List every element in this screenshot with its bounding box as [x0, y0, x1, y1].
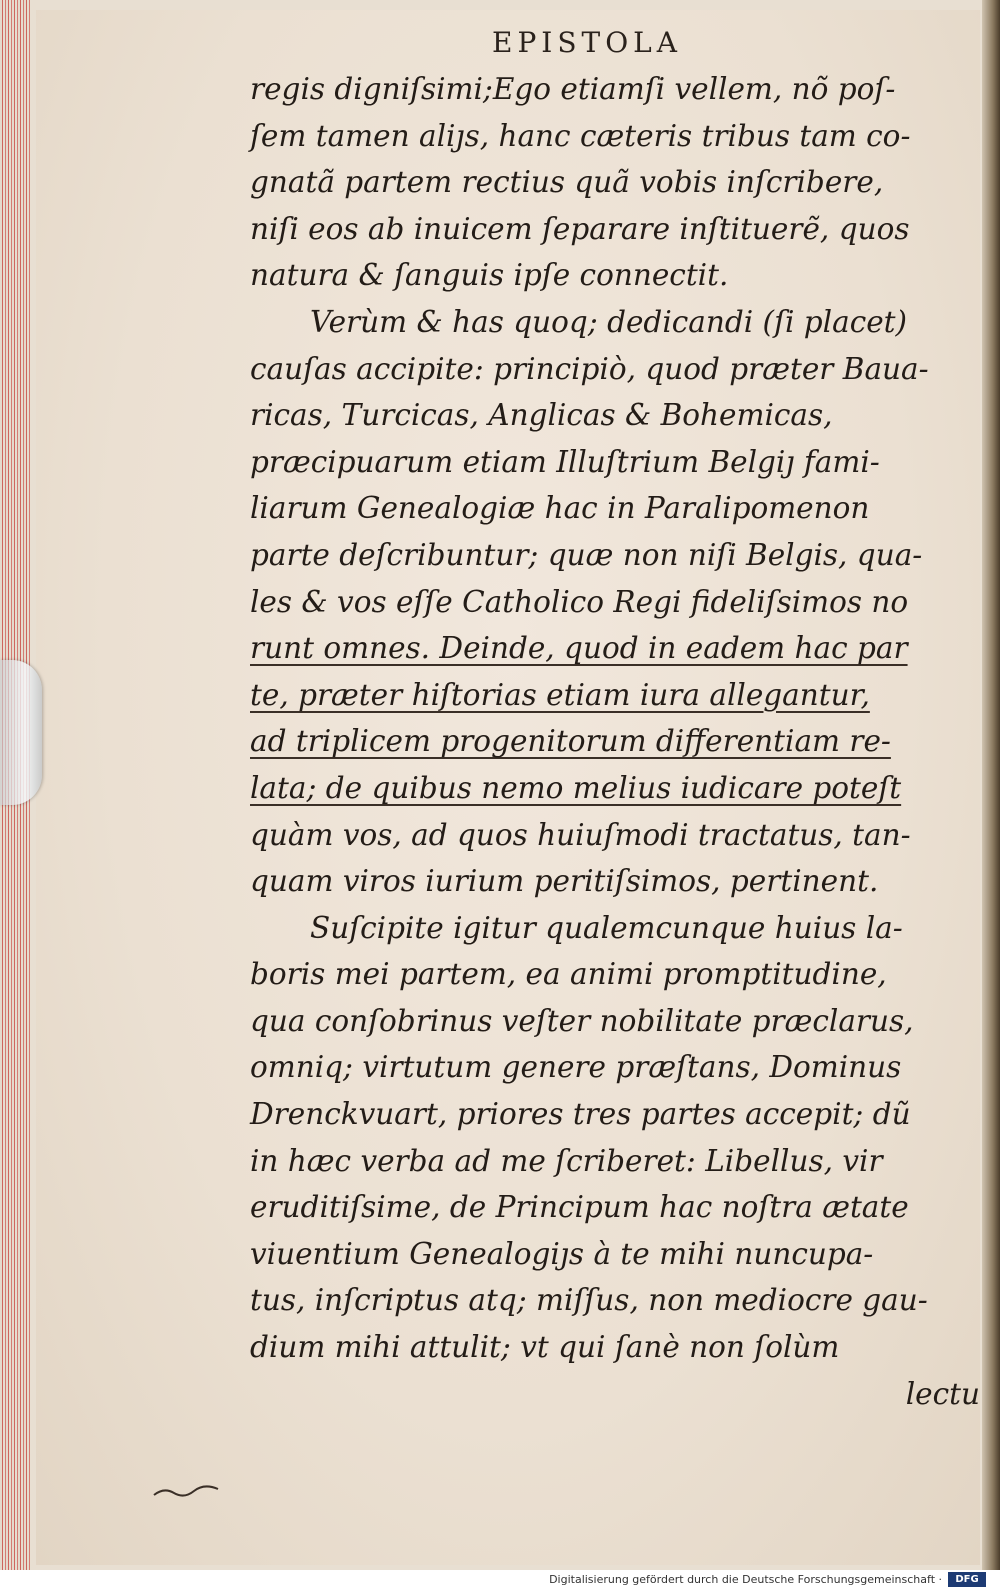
text-line: niſi eos ab inuicem ſeparare inſtituerẽ, quos: [250, 211, 910, 246]
text-line: les & vos eſſe Catholico Regi fideliſsimos no: [250, 584, 909, 619]
text-line: liarum Genealogiæ hac in Paralipomenon: [250, 491, 870, 526]
text-line: dium mihi attulit; vt qui ſanè non ſolùm: [250, 1330, 840, 1365]
text-line: quàm vos, ad quos huiuſmodi tractatus, tan-: [250, 817, 911, 852]
text-line: in hæc verba ad me ſcriberet: Libellus, vir: [250, 1143, 883, 1178]
text-line: boris mei partem, ea animi promptitudine,: [250, 957, 887, 992]
text-line: tus, inſcriptus atq; miſſus, non mediocre gau-: [250, 1283, 928, 1318]
running-head: EPISTOLA: [492, 26, 682, 59]
text-line: ad triplicem progenitorum differentiam re-: [250, 724, 891, 759]
text-line: Suſcipite igitur qualemcunque huius la-: [310, 910, 903, 945]
text-line: ricas, Turcicas, Anglicas & Bohemicas,: [250, 398, 833, 433]
text-line: runt omnes. Deinde, quod in eadem hac par: [250, 631, 908, 666]
text-line: ſem tamen aliȷs, hanc cæteris tribus tam co-: [250, 118, 911, 153]
text-line: Verùm & has quoq; dedicandi (ſi placet): [310, 304, 908, 339]
text-line: parte deſcribuntur; quæ non niſi Belgis, qua-: [250, 537, 923, 572]
text-line: lata; de quibus nemo melius iudicare poteſt: [250, 770, 902, 805]
text-line: Drenckvuart, priores tres partes accepit; dũ: [250, 1097, 911, 1132]
text-line: cauſas accipite: principiò, quod præter Baua-: [250, 351, 929, 386]
ink-doodle-mark: [152, 1485, 222, 1499]
text-line: quam viros iurium peritiſsimos, pertinent.: [250, 864, 879, 899]
body-text: [250, 66, 990, 1417]
text-line: eruditiſsime, de Principum hac noſtra ætate: [250, 1190, 909, 1225]
text-line: gnatã partem rectius quã vobis inſcribere,: [250, 165, 884, 200]
text-line: natura & ſanguis ipſe connectit.: [250, 258, 729, 293]
text-line: viuentium Genealogiȷs à te mihi nuncupa-: [250, 1236, 874, 1271]
text-line: regis digniſsimi;Ego etiamſi vellem, nõ poſ-: [250, 72, 896, 106]
text-line: qua conſobrinus veſter nobilitate præclarus,: [250, 1003, 914, 1038]
paper-clip: [0, 660, 42, 805]
footer-credit: Digitalisierung gefördert durch die Deutsche Forschungsgemeinschaft ·: [549, 1573, 942, 1586]
footer-bar: [0, 1570, 1000, 1590]
text-line: præcipuarum etiam Illuſtrium Belgiȷ fami-: [250, 444, 880, 479]
text-line: omniq; virtutum genere præſtans, Dominus: [250, 1050, 902, 1085]
catchword: lectu: [905, 1376, 980, 1411]
text-line: te, præter hiſtorias etiam iura allegantur,: [250, 677, 870, 712]
dfg-logo: DFG: [948, 1572, 986, 1587]
